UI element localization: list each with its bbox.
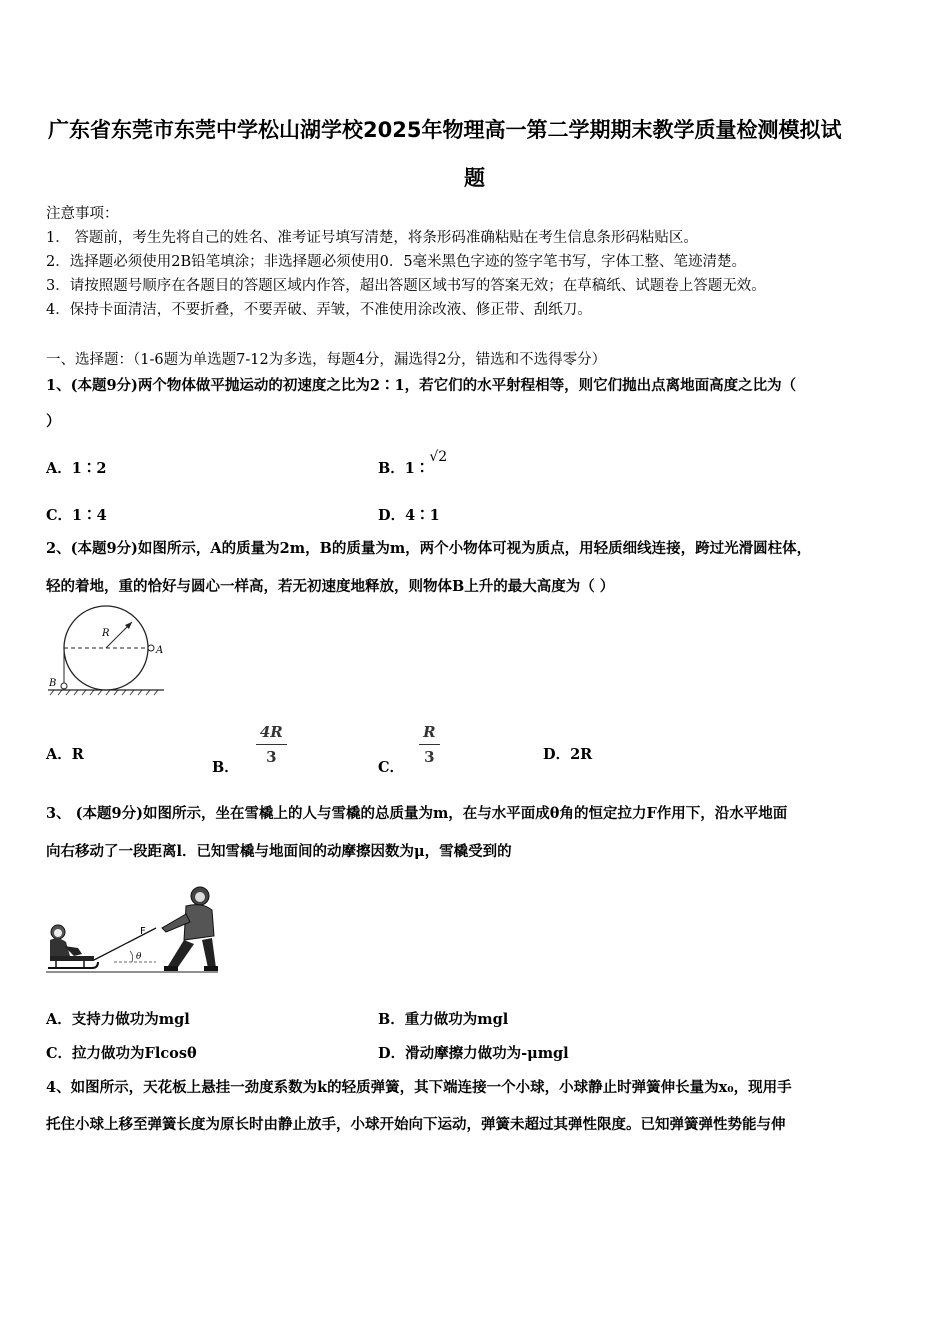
fraction-denominator: 3 [266,748,277,766]
q3-option-a: A．支持力做功为mgl [46,1011,190,1028]
q1-option-b [378,449,448,479]
q1-stem: 1、(本题9分)两个物体做平抛运动的初速度之比为2∶1，若它们的水平射程相等，则它们抛出点离地面高度之比为（ [46,377,797,394]
page-title-line2: 题 [464,166,485,190]
fraction-r-over-3 [419,722,439,767]
page-title: 广东省东莞市东莞中学松山湖学校2025年物理高一第二学期期末教学质量检测模拟试 [48,118,842,142]
notice-item: 3．请按照题号顺序在各题目的答题区域内作答，超出答题区域书写的答案无效；在草稿纸、试题卷上答题无效。 [46,278,766,294]
q2-stem-cont: 轻的着地，重的恰好与圆心一样高，若无初速度地释放，则物体B上升的最大高度为（ ） [46,578,615,595]
q3-stem-cont: 向右移动了一段距离l．已知雪橇与地面间的动摩擦因数为μ，雪橇受到的 [46,843,512,860]
cylinder-figure [44,604,168,696]
fraction-numerator: 4R [256,722,287,745]
q4-stem-cont: 托住小球上移至弹簧长度为原长时由静止放手，小球开始向下运动，弹簧未超过其弹性限度。已知弹簧弹性势能与伸 [46,1116,786,1133]
fig-label-f: F [140,926,146,937]
notice-item: 4．保持卡面清洁，不要折叠，不要弄破、弄皱，不准使用涂改液、修正带、刮纸刀。 [46,302,592,318]
q2-option-c-label: C． [378,758,405,776]
fig-label-theta: θ [136,952,142,962]
q1-option-a: A．1∶2 [46,460,107,477]
q1-option-b-label: B．1∶ [378,460,430,477]
notice-item: 1． 答题前，考生先将自己的姓名、准考证号填写清楚，将条形码准确粘贴在考生信息条形码粘贴区。 [46,230,698,246]
section-heading: 一、选择题：（1-6题为单选题7-12为多选，每题4分，漏选得2分，错选和不选得零分） [46,352,607,368]
q3-option-c: C．拉力做功为Flcosθ [46,1045,197,1062]
notice-heading: 注意事项： [46,206,119,222]
fraction-numerator: R [419,722,439,745]
fig-label-r: R [102,628,110,639]
q3-option-b: B．重力做功为mgl [378,1011,509,1028]
q3-option-d: D．滑动摩擦力做功为-μmgl [378,1045,569,1062]
q2-option-b [212,722,287,776]
q2-option-c [378,722,440,776]
fig-label-a: A [156,645,164,656]
fraction-4r-over-3 [256,722,287,767]
q1-stem-cont: ） [46,413,61,430]
q3-stem: 3、 (本题9分)如图所示，坐在雪橇上的人与雪橇的总质量为m，在与水平面成θ角的恒定拉力F作用下，沿水平地面 [46,805,788,822]
fig-label-b: B [49,678,57,689]
q1-option-c: C．1∶4 [46,507,107,524]
sqrt-2: √2 [429,449,448,465]
q2-option-b-label: B． [212,758,239,776]
sled-figure [44,884,220,980]
q2-stem: 2、(本题9分)如图所示，A的质量为2m，B的质量为m，两个小物体可视为质点，用轻质细线连接，跨过光滑圆柱体， [46,540,812,557]
q4-stem: 4、如图所示，天花板上悬挂一劲度系数为k的轻质弹簧，其下端连接一个小球，小球静止时弹簧伸长量为x₀，现用手 [46,1079,792,1096]
fraction-denominator: 3 [424,748,435,766]
notice-item: 2．选择题必须使用2B铅笔填涂；非选择题必须使用0．5毫米黑色字迹的签字笔书写，字体工整、笔迹清楚。 [46,254,747,270]
q2-option-d: D．2R [543,746,593,763]
q1-option-d: D．4∶1 [378,507,440,524]
q2-option-a: A．R [46,746,84,763]
